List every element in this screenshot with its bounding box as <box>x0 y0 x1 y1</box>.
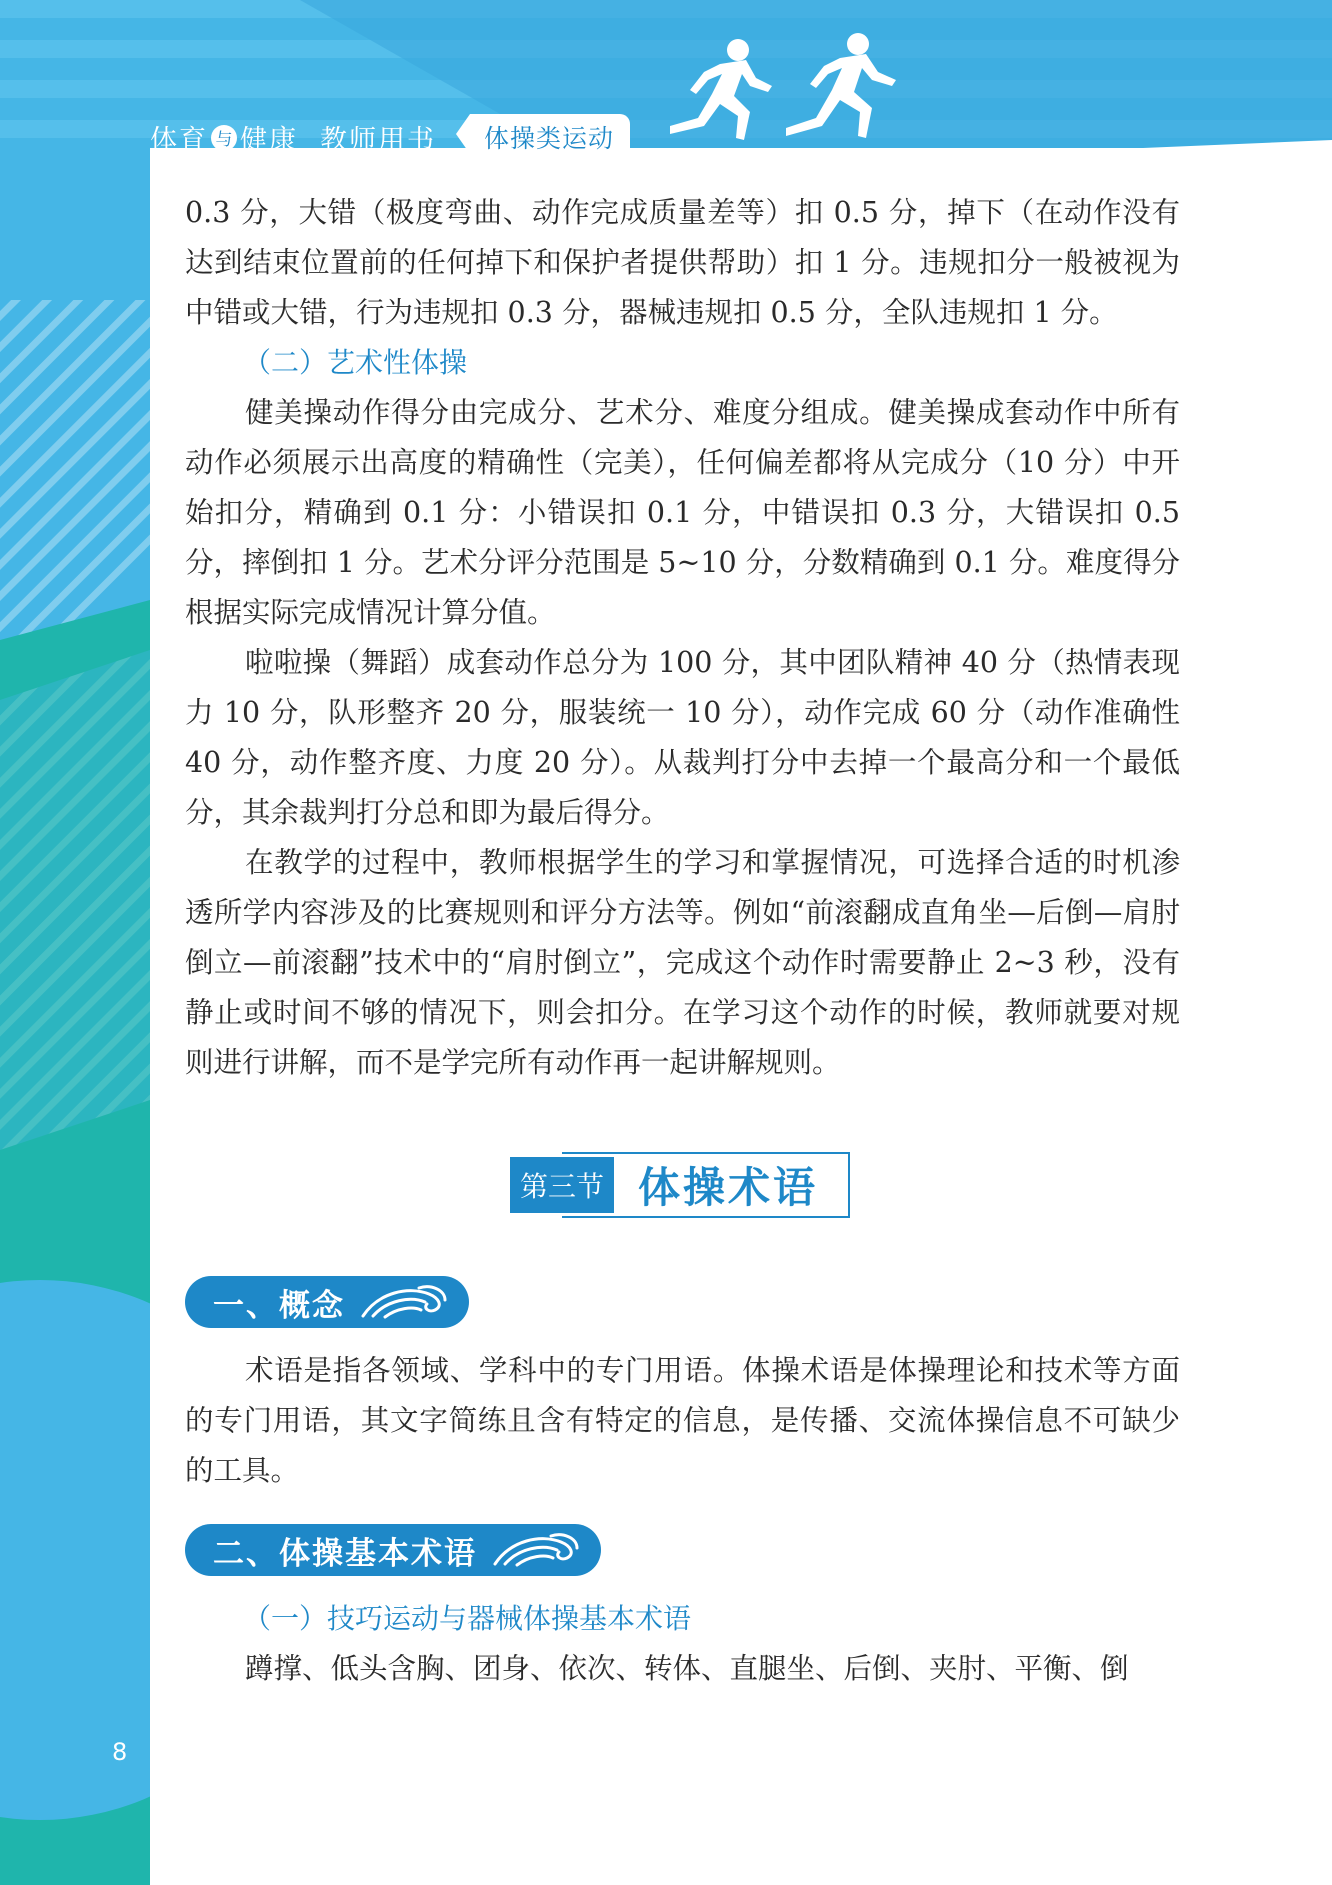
heading-concept <box>185 1276 469 1328</box>
intro-paragraph: 0.3 分，大错（极度弯曲、动作完成质量差等）扣 0.5 分，掉下（在动作没有达到结束位置前的任何掉下和保护者提供帮助）扣 1 分。违规扣分一般被视为中错或大错，行为违规扣 0.3 分，器械违规扣 0.5 分，全队违规扣 1 分。 <box>185 196 1180 329</box>
book-title-part3: 教师用书 <box>320 125 436 156</box>
subsection-heading-apparatus: （一）技巧运动与器械体操基本术语 <box>243 1602 692 1635</box>
heading-basic-terms-label: 二、体操基本术语 <box>213 1535 477 1572</box>
paragraph-aerobics-scoring: 健美操动作得分由完成分、艺术分、难度分组成。健美操成套动作中所有动作必须展示出高度的精确性（完美），任何偏差都将从完成分（10 分）中开始扣分，精确到 0.1 分：小错误扣 0.1 分，中错误扣 0.3 分，大错误扣 0.5 分，摔倒扣 1 分。艺术分评分范围是 5~10 分，分数精确到 0.1 分。难度得分根据实际完成情况计算分值。 <box>185 396 1180 629</box>
wave-icon <box>491 1530 581 1570</box>
paragraph-concept: 术语是指各领域、学科中的专门用语。体操术语是体操理论和技术等方面的专门用语，其文字简练且含有特定的信息，是传播、交流体操信息不可缺少的工具。 <box>185 1354 1180 1487</box>
book-title-part2: 健康 <box>240 125 298 156</box>
basic-terms-content <box>185 1594 1180 1694</box>
wave-icon <box>359 1282 449 1322</box>
paragraph-cheerleading-scoring: 啦啦操（舞蹈）成套动作总分为 100 分，其中团队精神 40 分（热情表现力 10 分，队形整齐 20 分，服装统一 10 分），动作完成 60 分（动作准确性 40 分，动作整齐度、力度 20 分）。从裁判打分中去掉一个最高分和一个最低分，其余裁判打分总和即为最后得分。 <box>185 646 1180 829</box>
section-number: 第三节 <box>510 1157 614 1213</box>
book-title-part1: 体育 <box>150 125 208 156</box>
section-heading <box>510 1152 840 1218</box>
heading-basic-terms <box>185 1524 601 1576</box>
category-tag: 体操类运动 <box>470 114 630 161</box>
paragraph-basic-terms: 蹲撑、低头含胸、团身、依次、转体、直腿坐、后倒、夹肘、平衡、倒 <box>245 1652 1129 1685</box>
heading-concept-label: 一、概念 <box>213 1287 345 1324</box>
page-content <box>185 188 1180 1088</box>
paragraph-teaching-rules: 在教学的过程中，教师根据学生的学习和掌握情况，可选择合适的时机渗透所学内容涉及的比赛规则和评分方法等。例如“前滚翻成直角坐—后倒—肩肘倒立—前滚翻”技术中的“肩肘倒立”，完成这个动作时需要静止 2~3 秒，没有静止或时间不够的情况下，则会扣分。在学习这个动作的时候，教师就要对规则进行讲解，而不是学完所有动作再一起讲解规则。 <box>185 846 1180 1079</box>
book-title <box>150 118 436 157</box>
subsection-heading-artistic: （二）艺术性体操 <box>243 346 468 379</box>
section-title: 体操术语 <box>638 1163 819 1212</box>
concept-content <box>185 1346 1180 1496</box>
runner-icon <box>650 30 910 160</box>
page-number: 8 <box>112 1738 128 1766</box>
book-title-amp: 与 <box>211 125 237 151</box>
